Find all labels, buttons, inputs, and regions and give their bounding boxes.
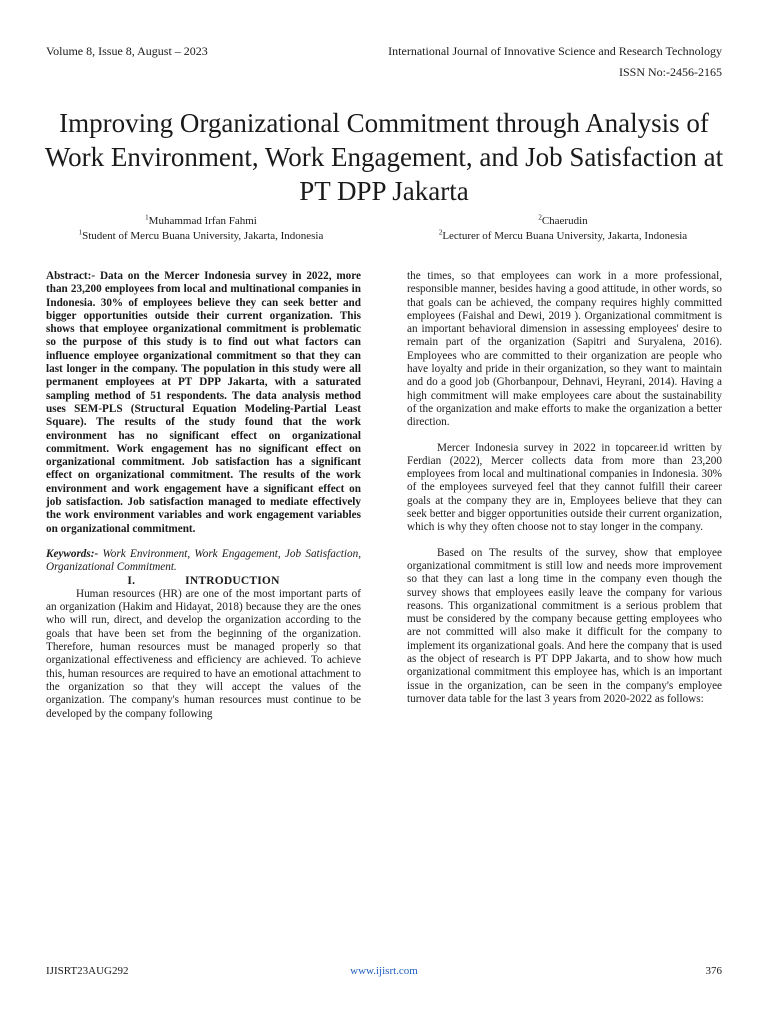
section-heading-introduction: I. INTRODUCTION (127, 574, 280, 587)
header-journal: International Journal of Innovative Science and Research Technology (388, 44, 722, 58)
keywords (46, 548, 361, 575)
keywords-label: Keywords:- (46, 547, 99, 560)
paragraph-survey-results: Based on The results of the survey, show that employee organizational commitment is still low and needs more improvement so that they can last a long time in the company even though the survey shows that employees easily leave the company for various reasons. This organizational commitment is a serious problem that must be considered by the company because getting employees who are not committed will also make it difficult for the company to implement its organizational goals. And here the company that is used as the object of research is PT DPP Jakarta, and to show how much organizational commitment this employee has, which is an important issue in the organization, can be seen in the company's employee turnover data table for the last 3 years from 2020-2022 as follows: (407, 546, 722, 705)
author-1-name: $^1$Muhammad Irfan Fahmi (145, 213, 257, 227)
author-2-name: $^2$Chaerudin (538, 213, 588, 227)
right-column (407, 270, 722, 706)
header-volume: Volume 8, Issue 8, August – 2023 (46, 44, 208, 58)
paragraph-mercer-survey: Mercer Indonesia survey in 2022 in topcareer.id written by Ferdian (2022), Mercer collects data from more than 23,200 employees from local and multinational companies in Indonesia. 30% of the employees surveyed feel that they cannot fulfill their career goals at the company they are in, Employees believe that they can seek better and bigger opportunities outside their current organization, which is why they often choose not to stay longer in the company. (407, 441, 722, 534)
left-column (46, 270, 361, 721)
footer-page-number: 376 (705, 965, 722, 977)
header-issn: ISSN No:-2456-2165 (618, 65, 722, 79)
author-1-affiliation: $^1$Student of Mercu Buana University, Jakarta, Indonesia (78, 228, 324, 242)
abstract: Abstract:- Data on the Mercer Indonesia survey in 2022, more than 23,200 employees from local and multinational companies in Indonesia. 30% of employees believe they can seek better and bigger opportunities outside their current organization. This shows that employee organizational commitment is problematic so the purpose of this study is to find out what factors can influence employee organizational commitment so that they can last longer in the company. The population in this study were all permanent employees at PT DPP Jakarta, with a saturated sampling method of 51 respondents. The data analysis method uses SEM-PLS (Structural Equation Modeling-Partial Least Square). The results of the study found that the work environment has no significant effect on organizational commitment. Work engagement has no significant effect on organizational commitment. Job satisfaction has a significant effect on organizational commitment. The results of the work environment and work engagement have a significant effect on job satisfaction. Job satisfaction managed to mediate effectively the work environment variables and work engagement variables on organizational commitment. (46, 270, 361, 535)
paper-title: Improving Organizational Commitment through Analysis of Work Environment, Work Engagement, and Job Satisfaction at PT DPP Jakarta (44, 108, 724, 207)
intro-paragraph-1: Human resources (HR) are one of the most important parts of an organization (Hakim and Hidayat, 2018) because they are the ones who will run, direct, and develop the organization according to the goals that have been set from the beginning of the organization. Therefore, human resources must be managed properly so that organizational effectiveness and efficiency are achieved. To achieve this, human resources are required to have an emotional attachment to the organization so that they will accept the values of the organization. The company's human resources must continue to be developed by the company following (46, 587, 361, 720)
footer-paper-id: IJISRT23AUG292 (46, 965, 129, 977)
author-2-affiliation: $^2$Lecturer of Mercu Buana University, Jakarta, Indonesia (438, 228, 688, 242)
paragraph-continued: the times, so that employees can work in a more professional, responsible manner, besides having a good attitude, in other words, so that goals can be achieved, the company requires highly committed employees (Faishal and Dewi, 2019 ). Organizational commitment is an important behavioral dimension in assessing employees' desire to remain part of the organization (Sapitri and Suryalena, 2016). Employees who are committed to their organization are people who have loyalty and pride in their organization, so they want to maintain and do a good job (Ghorbanpour, Dehnavi, Heyrani, 2014). Having a high commitment will make employees care about the sustainability of the organization and make efforts to make the organization a better direction. (407, 270, 722, 429)
footer-url-link[interactable]: www.ijisrt.com (350, 965, 418, 977)
keywords-text: Work Environment, Work Engagement, Job Satisfaction, Organizational Commitment. (46, 547, 361, 574)
